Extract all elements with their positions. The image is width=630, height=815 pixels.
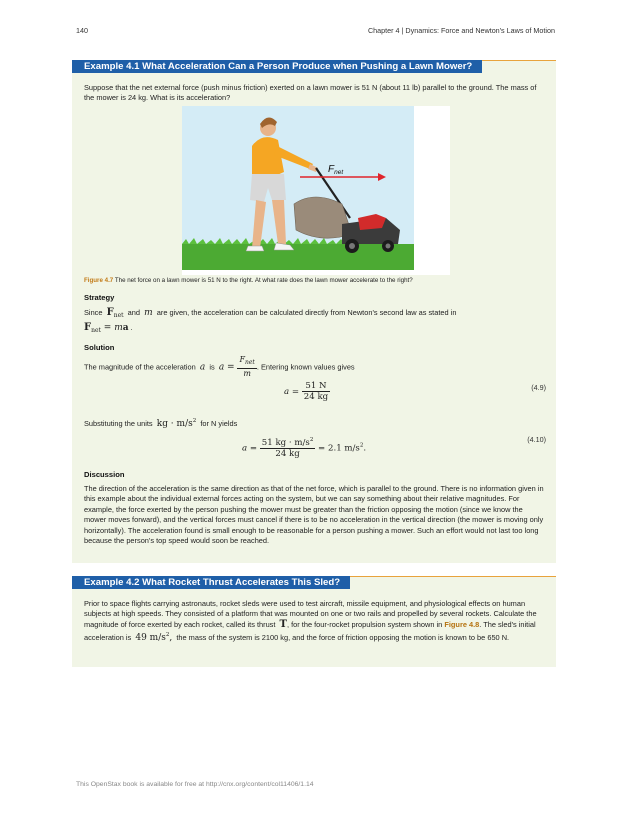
footer-license: This OpenStax book is available for free at http://cnx.org/content/col11406/1.14 [76, 781, 314, 788]
example-4-1-intro: Suppose that the net external force (push minus friction) exerted on a lawn mower is 51 N (about 11 lb) parallel to the ground. The mass of the mower is 24 kg. What is its acceleration? [84, 83, 537, 103]
example-4-1-box [72, 60, 556, 563]
newton-second-law: $F_{net}$ = ma . [84, 322, 133, 334]
units-paragraph: Substituting the units kg · $m/s^2$ for N yields [84, 418, 238, 429]
example-4-2-paragraph: Prior to space flights carrying astronauts, rocket sleds were used to test aircraft, missile equipment, and physiological effects on human subjects at high speeds. They consisted of a platform that was mounted on one or two rails and propelled by several rockets. Calculate the magnitude of force exerted by each rocket, called its thrust T, for the four-rocket propulsion system shown in Figure 4.8. The sled's initial acceleration is 49 $m/s^2$, the mass of the system is 2100 kg, and the force of friction opposing the motion is known to be 650 N. [84, 599, 537, 644]
caption-label: Figure 4.7 [84, 277, 114, 284]
example-4-2-box [72, 576, 556, 667]
net-force-label: $F_{net}$ [328, 164, 344, 176]
discussion-paragraph: The direction of the acceleration is the same direction as that of the net force, which is parallel to the ground. There is no information given in this example about the individual external forces acting on the system, but we can say something about their relative magnitudes. For example, the force exerted by the person pushing the mower must be greater than the friction opposing the motion (since we know the mower moves forward), and the vertical forces must cancel if there is to be no acceleration in the vertical direction (the mower is moving only horizontally). The acceleration found is small enough to be reasonable for a person pushing a mower. Such an effort would not last too long because the person's top speed would soon be reached. [84, 484, 544, 546]
figure-4-8-link[interactable]: Figure 4.8 [444, 619, 480, 629]
discussion-heading: Discussion [84, 470, 125, 479]
equation-4-9: a = $\frac{51 N}{24 kg}$ [284, 381, 329, 402]
strategy-heading: Strategy [84, 293, 115, 302]
solution-paragraph: The magnitude of the acceleration a is a = $\frac{F_{net}}{m}$ . Entering known values gives [84, 355, 355, 379]
example-4-1-title: Example 4.1 What Acceleration Can a Person Produce when Pushing a Lawn Mower? [72, 60, 482, 73]
equation-4-9-number: (4.9) [531, 383, 546, 392]
chapter-header: Chapter 4 | Dynamics: Force and Newton's Laws of Motion [367, 26, 555, 35]
grass [182, 244, 414, 270]
solution-heading: Solution [84, 343, 115, 352]
lawn-mower-figure [182, 106, 450, 275]
strategy-paragraph: Since $F_{net}$ and m are given, the acceleration can be calculated directly from Newton's second law as stated in [84, 307, 457, 319]
equation-4-10: a = $\frac{51 kg \cdot m/s^2}{24 kg}$ = 2.1 $m/s^2$. [242, 437, 367, 459]
equation-4-10-number: (4.10) [527, 435, 546, 444]
page-number: 140 [76, 26, 88, 35]
example-4-2-title: Example 4.2 What Rocket Thrust Accelerates This Sled? [72, 576, 350, 589]
figure-4-7-caption [84, 277, 546, 284]
caption-text: The net force on a lawn mower is 51 N to the right. At what rate does the lawn mower accelerate to the right? [114, 277, 413, 284]
